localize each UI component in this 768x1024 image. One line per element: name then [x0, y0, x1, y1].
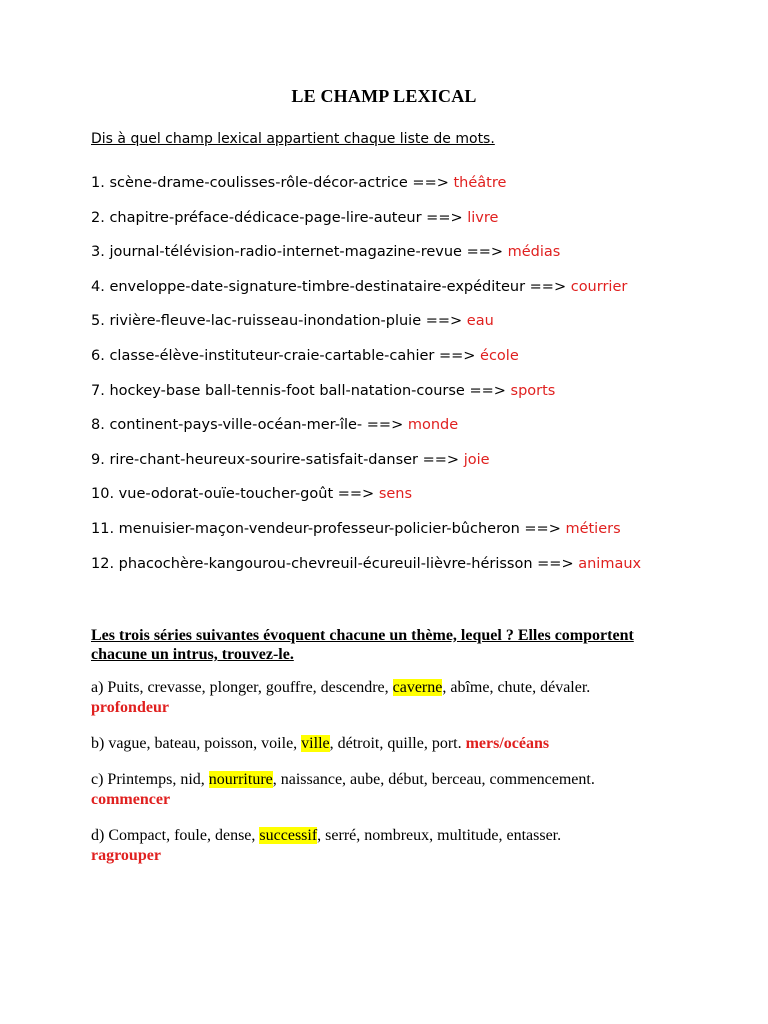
list-item-answer: sens: [378, 486, 413, 503]
list-item: [91, 312, 651, 347]
list-item-answer: théâtre: [453, 175, 507, 191]
list-item: [91, 382, 651, 417]
list-item-words: 3. journal-télévision-radio-internet-magazine-revue ==>: [91, 244, 508, 261]
list-item-answer: école: [480, 347, 519, 364]
list-item: [91, 485, 651, 520]
intrus-section: [91, 626, 691, 882]
list-item-words: 7. hockey-base ball-tennis-foot ball-natation-course ==>: [91, 382, 511, 399]
series-text-before: b) vague, bateau, poisson, voile,: [91, 735, 302, 752]
list-item-answer: animaux: [578, 555, 642, 572]
series-item: [91, 770, 691, 810]
series-text-after: , naissance, aube, début, berceau, commencement.: [272, 771, 595, 788]
word-list: [91, 174, 651, 574]
series-theme-answer: profondeur: [91, 699, 169, 716]
list-item-words: 12. phacochère-kangourou-chevreuil-écureuil-lièvre-hérisson ==>: [91, 555, 579, 572]
series-text-before: d) Compact, foule, dense,: [91, 827, 260, 844]
series-text-after: , abîme, chute, dévaler.: [442, 679, 591, 696]
intrus-highlight: ville: [301, 735, 330, 752]
list-item-answer: livre: [467, 209, 499, 226]
list-item-words: 1. scène-drame-coulisses-rôle-décor-actrice ==>: [91, 175, 454, 191]
series-item: [91, 734, 691, 754]
list-item-words: 10. vue-odorat-ouïe-toucher-goût ==>: [91, 486, 379, 503]
list-item: [91, 243, 651, 278]
list-item-answer: eau: [466, 313, 494, 330]
list-item-words: 2. chapitre-préface-dédicace-page-lire-auteur ==>: [91, 209, 468, 226]
list-item-words: 5. rivière-fleuve-lac-ruisseau-inondation-pluie ==>: [91, 313, 467, 330]
list-item-answer: sports: [510, 382, 556, 399]
list-item-words: 11. menuisier-maçon-vendeur-professeur-policier-bûcheron ==>: [91, 520, 566, 537]
list-item: [91, 451, 651, 486]
list-item: [91, 174, 651, 209]
list-item-answer: joie: [463, 451, 490, 468]
series-text-before: a) Puits, crevasse, plonger, gouffre, descendre,: [91, 679, 393, 696]
intrus-highlight: nourriture: [208, 771, 273, 788]
intrus-highlight: successif: [259, 827, 318, 844]
section-heading: Les trois séries suivantes évoquent chacune un thème, lequel ? Elles comportent chacune un intrus, trouvez-le.: [91, 627, 634, 663]
list-item-words: 8. continent-pays-ville-océan-mer-île- ==>: [91, 417, 408, 434]
series-theme-answer: commencer: [91, 791, 171, 808]
list-item: [91, 209, 651, 244]
list-item: [91, 555, 651, 574]
instruction: Dis à quel champ lexical appartient chaque liste de mots.: [91, 131, 495, 147]
page-title: LE CHAMP LEXICAL: [291, 86, 477, 106]
series-text-after: , serré, nombreux, multitude, entasser.: [317, 827, 562, 844]
list-item-answer: médias: [507, 244, 561, 261]
series-item: [91, 678, 691, 718]
series-theme-answer: mers/océans: [465, 735, 550, 752]
list-item-answer: monde: [407, 417, 459, 434]
series-text-before: c) Printemps, nid,: [91, 771, 209, 788]
series-item: [91, 826, 691, 866]
series-text-after: , détroit, quille, port.: [329, 735, 466, 752]
list-item-words: 4. enveloppe-date-signature-timbre-destinataire-expéditeur ==>: [91, 278, 571, 295]
list-item-answer: métiers: [565, 520, 621, 537]
list-item: [91, 278, 651, 313]
list-item-words: 9. rire-chant-heureux-sourire-satisfait-danser ==>: [91, 451, 464, 468]
list-item: [91, 347, 651, 382]
list-item: [91, 416, 651, 451]
list-item-words: 6. classe-élève-instituteur-craie-cartable-cahier ==>: [91, 347, 481, 364]
list-item-answer: courrier: [570, 278, 628, 295]
series-theme-answer: ragrouper: [91, 847, 161, 864]
intrus-highlight: caverne: [392, 679, 443, 696]
list-item: [91, 520, 651, 555]
